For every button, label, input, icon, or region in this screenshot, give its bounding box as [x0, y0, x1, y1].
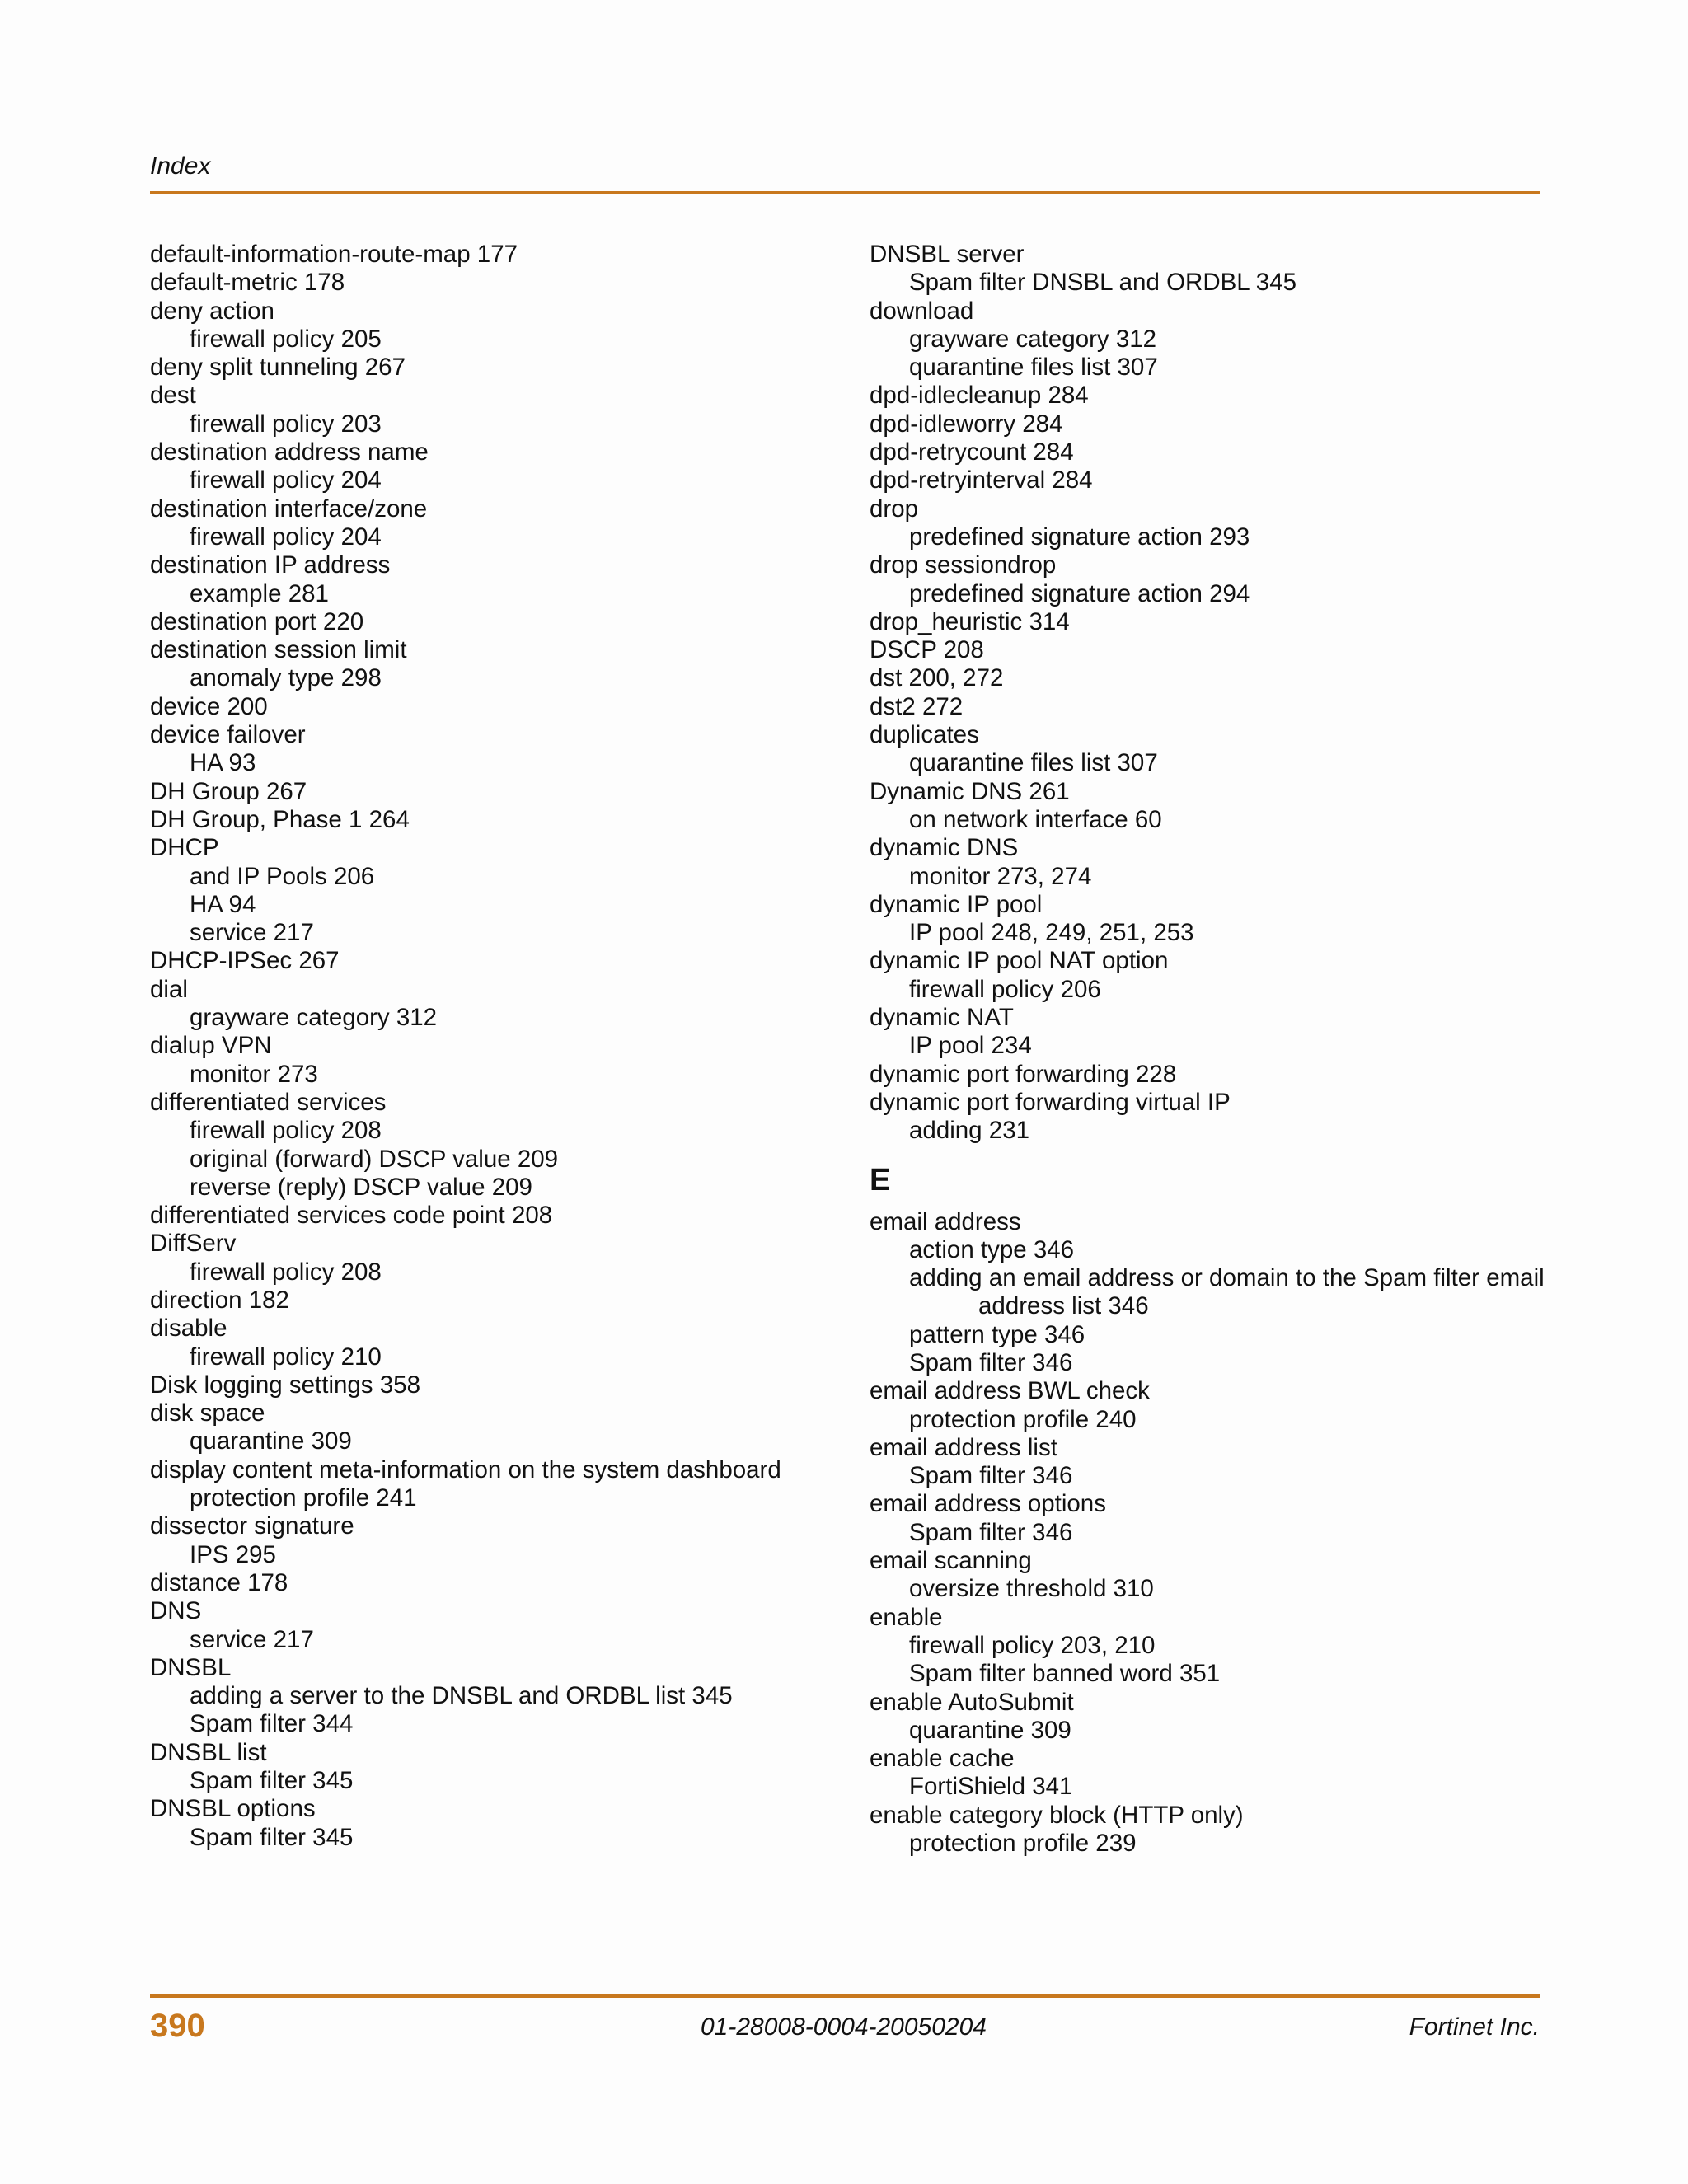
index-entry: DNSBL: [150, 1653, 232, 1681]
index-subentry: grayware category 312: [190, 1004, 438, 1032]
index-subentry: firewall policy 204: [190, 466, 382, 494]
index-entry: email address list: [870, 1433, 1057, 1461]
index-subentry: Spam filter 346: [909, 1518, 1073, 1546]
index-entry: destination address name: [150, 438, 429, 466]
index-entry: dest: [150, 382, 196, 410]
index-entry: dynamic DNS: [870, 834, 1019, 862]
index-entry: DHCP-IPSec 267: [150, 947, 340, 975]
index-entry: dial: [150, 975, 188, 1003]
index-subentry-continuation: address list 346: [978, 1292, 1149, 1320]
index-entry: enable cache: [870, 1745, 1015, 1773]
index-entry: DNSBL options: [150, 1795, 316, 1823]
index-section-e: [870, 1208, 1545, 1858]
index-subentry: predefined signature action 293: [909, 523, 1250, 551]
index-entry: default-metric 178: [150, 269, 345, 297]
index-entry: download: [870, 297, 974, 325]
index-entry: drop sessiondrop: [870, 551, 1057, 579]
index-entry: enable AutoSubmit: [870, 1688, 1074, 1716]
index-entry: dpd-idlecleanup 284: [870, 382, 1089, 410]
index-subentry: adding 231: [909, 1117, 1030, 1145]
index-entry: dpd-retryinterval 284: [870, 466, 1093, 494]
index-subentry: adding an email address or domain to the Spam filter email: [909, 1264, 1545, 1292]
index-subentry: firewall policy 210: [190, 1343, 382, 1371]
index-subentry: Spam filter 344: [190, 1710, 354, 1738]
index-column-left: [150, 241, 809, 1852]
index-entry: enable category block (HTTP only): [870, 1801, 1244, 1829]
index-entry: dpd-idleworry 284: [870, 410, 1063, 438]
index-subentry: example 281: [190, 579, 329, 607]
index-entry: Dynamic DNS 261: [870, 777, 1070, 805]
index-subentry: quarantine 309: [909, 1716, 1071, 1744]
index-subentry: firewall policy 205: [190, 325, 382, 353]
index-section-d-continued: [870, 241, 1545, 1146]
index-subentry: Spam filter 346: [909, 1462, 1073, 1490]
index-entry: dst 200, 272: [870, 664, 1004, 692]
index-subentry: original (forward) DSCP value 209: [190, 1145, 559, 1173]
index-letter-heading: E: [870, 1162, 891, 1197]
index-subentry: reverse (reply) DSCP value 209: [190, 1173, 532, 1201]
index-subentry: Spam filter 345: [190, 1767, 354, 1795]
footer-divider: [150, 1994, 1540, 1998]
index-entry: device 200: [150, 692, 268, 720]
index-entry: dynamic NAT: [870, 1004, 1014, 1032]
index-subentry: on network interface 60: [909, 805, 1162, 833]
index-subentry: quarantine 309: [190, 1427, 352, 1455]
index-entry: destination IP address: [150, 551, 391, 579]
index-subentry: FortiShield 341: [909, 1773, 1073, 1801]
index-subentry: HA 93: [190, 749, 256, 777]
index-subentry: monitor 273, 274: [909, 862, 1092, 890]
index-entry: deny split tunneling 267: [150, 354, 406, 382]
index-entry: dynamic IP pool NAT option: [870, 947, 1169, 975]
index-subentry: IP pool 248, 249, 251, 253: [909, 919, 1194, 947]
index-entry: email address options: [870, 1490, 1106, 1518]
index-subentry: IPS 295: [190, 1540, 276, 1568]
index-entry: dynamic IP pool: [870, 890, 1043, 918]
index-entry: DHCP: [150, 834, 219, 862]
index-entry: deny action: [150, 297, 274, 325]
index-entry: Disk logging settings 358: [150, 1371, 420, 1399]
index-entry: duplicates: [870, 721, 979, 749]
index-entry: DNSBL list: [150, 1738, 267, 1766]
index-entry: email address: [870, 1207, 1021, 1235]
index-subentry: firewall policy 203: [190, 410, 382, 438]
index-subentry: firewall policy 208: [190, 1258, 382, 1286]
index-entry: device failover: [150, 721, 306, 749]
index-entry: dynamic port forwarding virtual IP: [870, 1088, 1231, 1116]
index-entry: enable: [870, 1603, 943, 1631]
page-number: 390: [150, 2008, 205, 2044]
index-entry: distance 178: [150, 1568, 288, 1596]
index-subentry: service 217: [190, 919, 314, 947]
index-subentry: firewall policy 203, 210: [909, 1631, 1156, 1659]
index-entry: destination port 220: [150, 607, 364, 635]
index-subentry: service 217: [190, 1625, 314, 1653]
index-entry: dissector signature: [150, 1512, 354, 1540]
index-subentry: protection profile 240: [909, 1405, 1137, 1433]
index-entry: DSCP 208: [870, 636, 984, 664]
index-entry: DNS: [150, 1597, 202, 1625]
index-entry: display content meta-information on the system dashboard: [150, 1455, 781, 1483]
index-subentry: IP pool 234: [909, 1032, 1032, 1060]
index-entry: disable: [150, 1315, 227, 1343]
index-subentry: HA 94: [190, 890, 256, 918]
index-subentry: grayware category 312: [909, 325, 1157, 353]
index-entry: direction 182: [150, 1286, 289, 1314]
page-header-title: Index: [150, 152, 211, 180]
index-entry: disk space: [150, 1399, 265, 1427]
header-divider: [150, 191, 1540, 194]
index-entry: differentiated services: [150, 1088, 387, 1116]
index-subentry: Spam filter banned word 351: [909, 1660, 1221, 1688]
index-entry: destination session limit: [150, 636, 407, 664]
index-entry: DH Group, Phase 1 264: [150, 805, 410, 833]
index-subentry: firewall policy 204: [190, 523, 382, 551]
index-entry: DNSBL server: [870, 241, 1025, 268]
index-subentry: monitor 273: [190, 1060, 318, 1088]
index-subentry: firewall policy 206: [909, 975, 1101, 1003]
index-entry: dst2 272: [870, 692, 964, 720]
index-column-right: [870, 241, 1545, 1858]
index-entry: DH Group 267: [150, 777, 307, 805]
index-entry: email address BWL check: [870, 1377, 1150, 1405]
index-subentry: protection profile 241: [190, 1484, 417, 1512]
index-entry: default-information-route-map 177: [150, 241, 518, 268]
index-subentry: Spam filter DNSBL and ORDBL 345: [909, 269, 1297, 297]
document-id: 01-28008-0004-20050204: [701, 2013, 987, 2041]
index-subentry: Spam filter 345: [190, 1823, 354, 1851]
company-name: Fortinet Inc.: [1409, 2013, 1540, 2041]
index-subentry: pattern type 346: [909, 1320, 1085, 1348]
index-subentry: adding a server to the DNSBL and ORDBL list 345: [190, 1682, 733, 1710]
index-entry: dialup VPN: [150, 1032, 272, 1060]
index-entry: DiffServ: [150, 1230, 237, 1258]
index-subentry: firewall policy 208: [190, 1117, 382, 1145]
index-entry: differentiated services code point 208: [150, 1202, 553, 1230]
index-subentry: protection profile 239: [909, 1830, 1137, 1858]
index-entry: dpd-retrycount 284: [870, 438, 1074, 466]
index-entry: email scanning: [870, 1547, 1032, 1575]
index-entry: drop: [870, 494, 919, 523]
index-subentry: anomaly type 298: [190, 664, 382, 692]
index-subentry: predefined signature action 294: [909, 579, 1250, 607]
index-subentry: action type 346: [909, 1235, 1075, 1263]
index-entry: dynamic port forwarding 228: [870, 1060, 1177, 1088]
index-subentry: quarantine files list 307: [909, 354, 1158, 382]
index-subentry: quarantine files list 307: [909, 749, 1158, 777]
index-entry: destination interface/zone: [150, 494, 428, 523]
index-subentry: Spam filter 346: [909, 1348, 1073, 1376]
index-subentry: and IP Pools 206: [190, 862, 375, 890]
index-subentry: oversize threshold 310: [909, 1575, 1154, 1603]
index-entry: drop_heuristic 314: [870, 607, 1070, 635]
